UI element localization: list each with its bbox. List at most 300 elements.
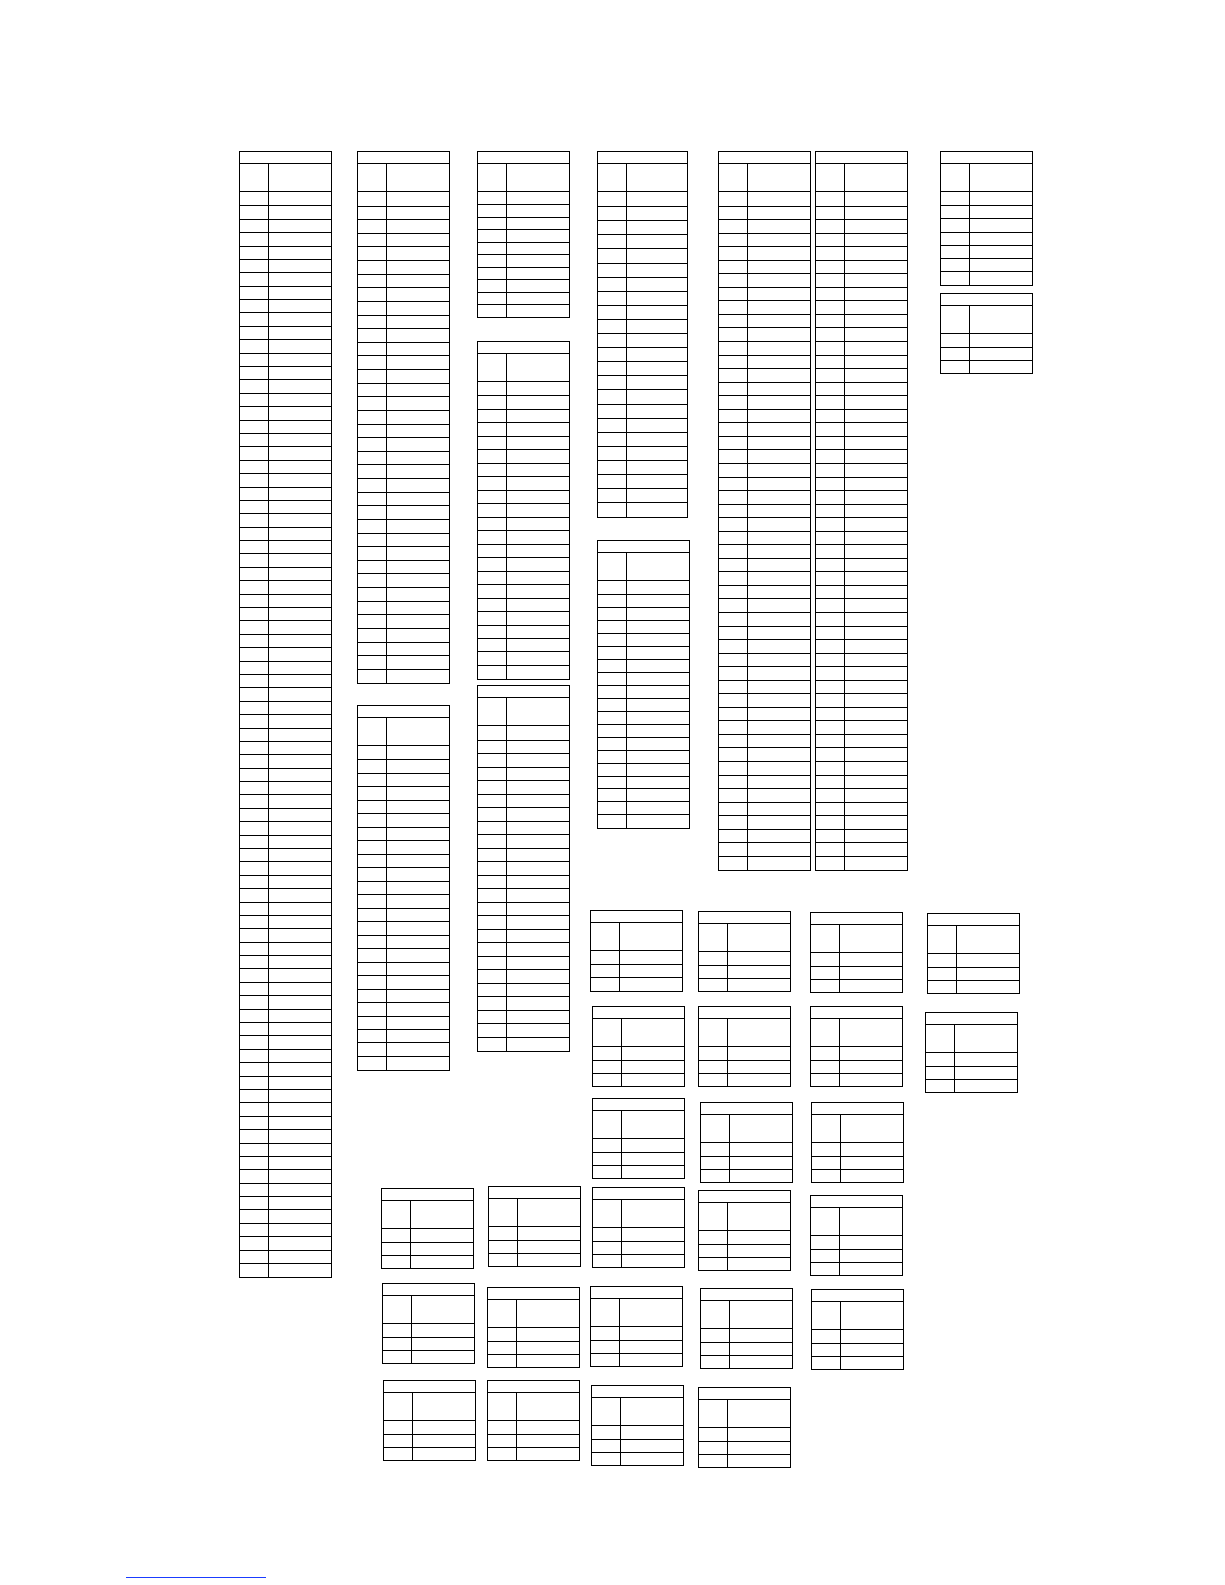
table-row bbox=[719, 653, 810, 654]
table-row bbox=[598, 375, 687, 376]
table-title-band bbox=[488, 1288, 579, 1300]
table-row bbox=[240, 607, 331, 608]
table-row bbox=[358, 206, 449, 207]
table-row bbox=[358, 396, 449, 397]
table-title-band bbox=[941, 152, 1032, 164]
table-row bbox=[240, 446, 331, 447]
table-row bbox=[598, 418, 687, 419]
table-row bbox=[358, 464, 449, 465]
table-row bbox=[358, 342, 449, 343]
table-row bbox=[478, 888, 569, 889]
table-column-divider bbox=[727, 924, 728, 991]
table-row bbox=[240, 741, 331, 742]
grid-table-15 bbox=[810, 912, 903, 993]
table-row bbox=[719, 314, 810, 315]
table-row bbox=[240, 1169, 331, 1170]
table-row bbox=[719, 666, 810, 667]
table-row bbox=[358, 642, 449, 643]
table-row bbox=[816, 368, 907, 369]
table-row bbox=[240, 768, 331, 769]
table-row bbox=[478, 304, 569, 305]
table-row bbox=[383, 1350, 474, 1351]
table-row bbox=[719, 327, 810, 328]
table-column-divider bbox=[840, 1302, 841, 1369]
grid-table-25 bbox=[488, 1186, 581, 1267]
table-row bbox=[478, 983, 569, 984]
table-row bbox=[598, 763, 689, 764]
table-row bbox=[816, 260, 907, 261]
table-row bbox=[240, 259, 331, 260]
table-row bbox=[358, 573, 449, 574]
table-row bbox=[701, 1169, 792, 1170]
table-row bbox=[701, 1342, 792, 1343]
table-row bbox=[240, 982, 331, 983]
table-header-row bbox=[358, 164, 449, 192]
table-row bbox=[478, 544, 569, 545]
table-row bbox=[593, 1165, 684, 1166]
table-row bbox=[719, 626, 810, 627]
table-row bbox=[719, 856, 810, 857]
table-row bbox=[240, 326, 331, 327]
table-row bbox=[478, 517, 569, 518]
table-header-row bbox=[593, 1019, 684, 1047]
table-row bbox=[478, 476, 569, 477]
table-row bbox=[240, 781, 331, 782]
table-column-divider bbox=[969, 164, 970, 285]
table-row bbox=[478, 996, 569, 997]
table-row bbox=[478, 902, 569, 903]
table-row bbox=[701, 1156, 792, 1157]
table-row bbox=[240, 1196, 331, 1197]
table-row bbox=[384, 1447, 475, 1448]
table-row bbox=[358, 759, 449, 760]
table-header-row bbox=[478, 164, 569, 192]
table-row bbox=[240, 1049, 331, 1050]
table-row bbox=[478, 1023, 569, 1024]
table-row bbox=[358, 962, 449, 963]
grid-table-32 bbox=[700, 1288, 793, 1369]
table-title-band bbox=[358, 706, 449, 718]
table-row bbox=[719, 639, 810, 640]
table-row bbox=[478, 956, 569, 957]
table-row bbox=[719, 598, 810, 599]
table-title-band bbox=[382, 1189, 473, 1201]
grid-table-37 bbox=[698, 1387, 791, 1468]
table-column-divider bbox=[620, 1398, 621, 1465]
table-row bbox=[358, 505, 449, 506]
table-row bbox=[478, 861, 569, 862]
table-row bbox=[719, 477, 810, 478]
table-row bbox=[816, 206, 907, 207]
table-header-row bbox=[699, 1203, 790, 1231]
table-row bbox=[598, 711, 689, 712]
table-row bbox=[358, 881, 449, 882]
table-row bbox=[598, 291, 687, 292]
table-row bbox=[488, 1447, 579, 1448]
table-row bbox=[719, 585, 810, 586]
grid-table-18 bbox=[698, 1006, 791, 1087]
table-row bbox=[812, 1343, 903, 1344]
table-row bbox=[598, 460, 687, 461]
table-row bbox=[240, 1129, 331, 1130]
table-row bbox=[240, 928, 331, 929]
table-row bbox=[941, 218, 1032, 219]
table-title-band bbox=[811, 1007, 902, 1019]
grid-table-11 bbox=[940, 151, 1033, 286]
table-column-divider bbox=[621, 1111, 622, 1178]
table-row bbox=[478, 915, 569, 916]
table-row bbox=[358, 355, 449, 356]
table-column-divider bbox=[729, 1115, 730, 1182]
table-header-row bbox=[593, 1111, 684, 1139]
table-row bbox=[926, 1079, 1017, 1080]
table-title-band bbox=[598, 152, 687, 164]
grid-table-8 bbox=[597, 540, 690, 829]
table-row bbox=[358, 786, 449, 787]
table-row bbox=[240, 1143, 331, 1144]
table-row bbox=[478, 942, 569, 943]
table-row bbox=[240, 553, 331, 554]
table-row bbox=[719, 734, 810, 735]
table-row bbox=[719, 693, 810, 694]
table-row bbox=[816, 219, 907, 220]
table-column-divider bbox=[621, 1019, 622, 1086]
table-row bbox=[598, 633, 689, 634]
table-row bbox=[358, 260, 449, 261]
grid-table-7 bbox=[597, 151, 688, 518]
table-row bbox=[240, 1076, 331, 1077]
table-title-band bbox=[928, 914, 1019, 926]
table-header-row bbox=[384, 1393, 475, 1421]
table-header-row bbox=[240, 164, 331, 192]
table-row bbox=[816, 598, 907, 599]
grid-table-27 bbox=[698, 1190, 791, 1271]
table-row bbox=[358, 1056, 449, 1057]
table-header-row bbox=[701, 1301, 792, 1329]
table-row bbox=[811, 1262, 902, 1263]
table-title-band bbox=[478, 686, 569, 698]
table-column-divider bbox=[839, 925, 840, 992]
table-row bbox=[358, 1042, 449, 1043]
table-column-divider bbox=[626, 164, 627, 517]
table-row bbox=[719, 571, 810, 572]
table-row bbox=[926, 1066, 1017, 1067]
table-row bbox=[358, 478, 449, 479]
grid-table-5 bbox=[477, 685, 570, 1052]
table-row bbox=[593, 1073, 684, 1074]
table-row bbox=[719, 531, 810, 532]
table-row bbox=[240, 393, 331, 394]
table-row bbox=[699, 1073, 790, 1074]
grid-table-28 bbox=[810, 1195, 903, 1276]
table-row bbox=[358, 840, 449, 841]
table-row bbox=[489, 1253, 580, 1254]
table-header-row bbox=[941, 164, 1032, 192]
table-row bbox=[719, 680, 810, 681]
table-row bbox=[598, 347, 687, 348]
table-row bbox=[816, 436, 907, 437]
table-row bbox=[478, 1037, 569, 1038]
table-header-row bbox=[699, 924, 790, 952]
table-row bbox=[816, 680, 907, 681]
table-row bbox=[719, 260, 810, 261]
table-row bbox=[816, 463, 907, 464]
table-row bbox=[816, 639, 907, 640]
table-row bbox=[240, 674, 331, 675]
table-row bbox=[598, 333, 687, 334]
table-row bbox=[478, 625, 569, 626]
table-column-divider bbox=[506, 164, 507, 317]
grid-table-19 bbox=[810, 1006, 903, 1087]
table-row bbox=[488, 1341, 579, 1342]
table-row bbox=[240, 1035, 331, 1036]
table-row bbox=[719, 300, 810, 301]
table-row bbox=[592, 1439, 683, 1440]
table-row bbox=[598, 263, 687, 264]
table-header-row bbox=[383, 1296, 474, 1324]
table-row bbox=[478, 395, 569, 396]
table-header-row bbox=[699, 1400, 790, 1428]
table-row bbox=[240, 955, 331, 956]
table-row bbox=[719, 842, 810, 843]
table-title-band bbox=[384, 1381, 475, 1393]
grid-table-1 bbox=[239, 151, 332, 1278]
table-row bbox=[701, 1355, 792, 1356]
table-row bbox=[719, 219, 810, 220]
grid-table-33 bbox=[811, 1289, 904, 1370]
table-row bbox=[240, 1263, 331, 1264]
grid-table-10 bbox=[815, 151, 908, 871]
table-column-divider bbox=[954, 1025, 955, 1092]
grid-table-12 bbox=[940, 293, 1033, 374]
table-header-row bbox=[928, 926, 1019, 954]
table-row bbox=[382, 1242, 473, 1243]
table-row bbox=[478, 571, 569, 572]
grid-table-36 bbox=[591, 1385, 684, 1466]
table-header-row bbox=[592, 1398, 683, 1426]
table-row bbox=[816, 233, 907, 234]
table-row bbox=[240, 848, 331, 849]
table-header-row bbox=[701, 1115, 792, 1143]
table-header-row bbox=[488, 1393, 579, 1421]
table-row bbox=[240, 500, 331, 501]
table-row bbox=[816, 775, 907, 776]
table-title-band bbox=[358, 152, 449, 164]
table-row bbox=[358, 219, 449, 220]
table-row bbox=[240, 527, 331, 528]
table-row bbox=[816, 544, 907, 545]
table-row bbox=[240, 968, 331, 969]
table-row bbox=[358, 1002, 449, 1003]
table-row bbox=[598, 685, 689, 686]
table-row bbox=[478, 665, 569, 666]
table-row bbox=[699, 1244, 790, 1245]
table-row bbox=[240, 888, 331, 889]
table-row bbox=[719, 788, 810, 789]
table-row bbox=[816, 788, 907, 789]
table-row bbox=[699, 965, 790, 966]
table-row bbox=[478, 807, 569, 808]
table-title-band bbox=[699, 1007, 790, 1019]
table-title-band bbox=[592, 1386, 683, 1398]
grid-table-35 bbox=[487, 1380, 580, 1461]
grid-table-3 bbox=[477, 151, 570, 318]
table-row bbox=[719, 761, 810, 762]
table-row bbox=[593, 1254, 684, 1255]
table-row bbox=[358, 287, 449, 288]
table-row bbox=[816, 585, 907, 586]
table-row bbox=[240, 1250, 331, 1251]
table-row bbox=[816, 815, 907, 816]
table-row bbox=[598, 620, 689, 621]
table-column-divider bbox=[727, 1019, 728, 1086]
table-row bbox=[598, 446, 687, 447]
table-row bbox=[719, 802, 810, 803]
table-row bbox=[240, 808, 331, 809]
table-row bbox=[358, 800, 449, 801]
table-row bbox=[358, 601, 449, 602]
table-row bbox=[240, 594, 331, 595]
table-row bbox=[478, 503, 569, 504]
table-row bbox=[699, 978, 790, 979]
table-row bbox=[816, 734, 907, 735]
table-row bbox=[240, 794, 331, 795]
table-row bbox=[240, 995, 331, 996]
table-row bbox=[816, 856, 907, 857]
table-row bbox=[719, 558, 810, 559]
table-row bbox=[240, 286, 331, 287]
grid-table-30 bbox=[487, 1287, 580, 1368]
table-row bbox=[719, 707, 810, 708]
table-header-row bbox=[812, 1302, 903, 1330]
table-row bbox=[816, 409, 907, 410]
table-row bbox=[816, 273, 907, 274]
table-header-row bbox=[699, 1019, 790, 1047]
table-row bbox=[358, 948, 449, 949]
table-title-band bbox=[593, 1099, 684, 1111]
table-row bbox=[240, 487, 331, 488]
table-row bbox=[928, 967, 1019, 968]
table-row bbox=[699, 1257, 790, 1258]
table-row bbox=[719, 273, 810, 274]
table-row bbox=[358, 975, 449, 976]
table-row bbox=[816, 720, 907, 721]
table-row bbox=[240, 1009, 331, 1010]
table-row bbox=[719, 612, 810, 613]
table-header-row bbox=[382, 1201, 473, 1229]
table-row bbox=[598, 474, 687, 475]
table-row bbox=[358, 492, 449, 493]
table-column-divider bbox=[727, 1203, 728, 1270]
table-row bbox=[358, 827, 449, 828]
table-row bbox=[812, 1169, 903, 1170]
table-title-band bbox=[941, 294, 1032, 306]
table-row bbox=[598, 750, 689, 751]
grid-table-16 bbox=[927, 913, 1020, 994]
table-row bbox=[941, 245, 1032, 246]
table-column-divider bbox=[412, 1393, 413, 1460]
table-row bbox=[598, 488, 687, 489]
table-title-band bbox=[593, 1007, 684, 1019]
table-column-divider bbox=[619, 923, 620, 991]
table-row bbox=[240, 460, 331, 461]
table-header-row bbox=[811, 925, 902, 953]
table-header-row bbox=[358, 718, 449, 746]
table-row bbox=[719, 829, 810, 830]
table-row bbox=[593, 1152, 684, 1153]
table-row bbox=[699, 1441, 790, 1442]
table-row bbox=[240, 379, 331, 380]
table-row bbox=[240, 1236, 331, 1237]
table-row bbox=[719, 544, 810, 545]
table-row bbox=[358, 519, 449, 520]
table-row bbox=[719, 463, 810, 464]
table-row bbox=[240, 299, 331, 300]
table-row bbox=[478, 557, 569, 558]
table-row bbox=[358, 274, 449, 275]
table-row bbox=[358, 301, 449, 302]
grid-table-17 bbox=[592, 1006, 685, 1087]
table-row bbox=[240, 620, 331, 621]
table-title-band bbox=[598, 541, 689, 553]
table-row bbox=[478, 753, 569, 754]
grid-table-24 bbox=[381, 1188, 474, 1269]
grid-table-13 bbox=[590, 910, 683, 992]
table-row bbox=[358, 894, 449, 895]
table-row bbox=[478, 204, 569, 205]
table-row bbox=[719, 409, 810, 410]
table-row bbox=[719, 233, 810, 234]
table-row bbox=[358, 628, 449, 629]
table-row bbox=[591, 964, 682, 965]
table-row bbox=[598, 277, 687, 278]
table-row bbox=[240, 835, 331, 836]
table-row bbox=[240, 353, 331, 354]
table-column-divider bbox=[619, 1299, 620, 1366]
table-row bbox=[240, 687, 331, 688]
table-row bbox=[240, 875, 331, 876]
grid-table-14 bbox=[698, 911, 791, 992]
table-row bbox=[358, 328, 449, 329]
table-title-band bbox=[719, 152, 810, 164]
table-row bbox=[719, 246, 810, 247]
table-header-row bbox=[598, 553, 689, 581]
table-row bbox=[240, 1062, 331, 1063]
table-row bbox=[816, 747, 907, 748]
table-header-row bbox=[811, 1208, 902, 1236]
table-row bbox=[240, 714, 331, 715]
table-header-row bbox=[593, 1200, 684, 1228]
grid-table-34 bbox=[383, 1380, 476, 1461]
table-row bbox=[358, 921, 449, 922]
table-row bbox=[358, 614, 449, 615]
table-row bbox=[240, 1116, 331, 1117]
grid-table-23 bbox=[811, 1102, 904, 1183]
table-row bbox=[478, 436, 569, 437]
table-row bbox=[719, 504, 810, 505]
table-title-band bbox=[591, 1287, 682, 1299]
table-row bbox=[358, 383, 449, 384]
table-title-band bbox=[812, 1103, 903, 1115]
table-row bbox=[358, 533, 449, 534]
table-row bbox=[358, 233, 449, 234]
table-row bbox=[816, 490, 907, 491]
table-row bbox=[358, 560, 449, 561]
table-row bbox=[478, 267, 569, 268]
table-row bbox=[240, 540, 331, 541]
table-row bbox=[358, 989, 449, 990]
table-row bbox=[478, 422, 569, 423]
